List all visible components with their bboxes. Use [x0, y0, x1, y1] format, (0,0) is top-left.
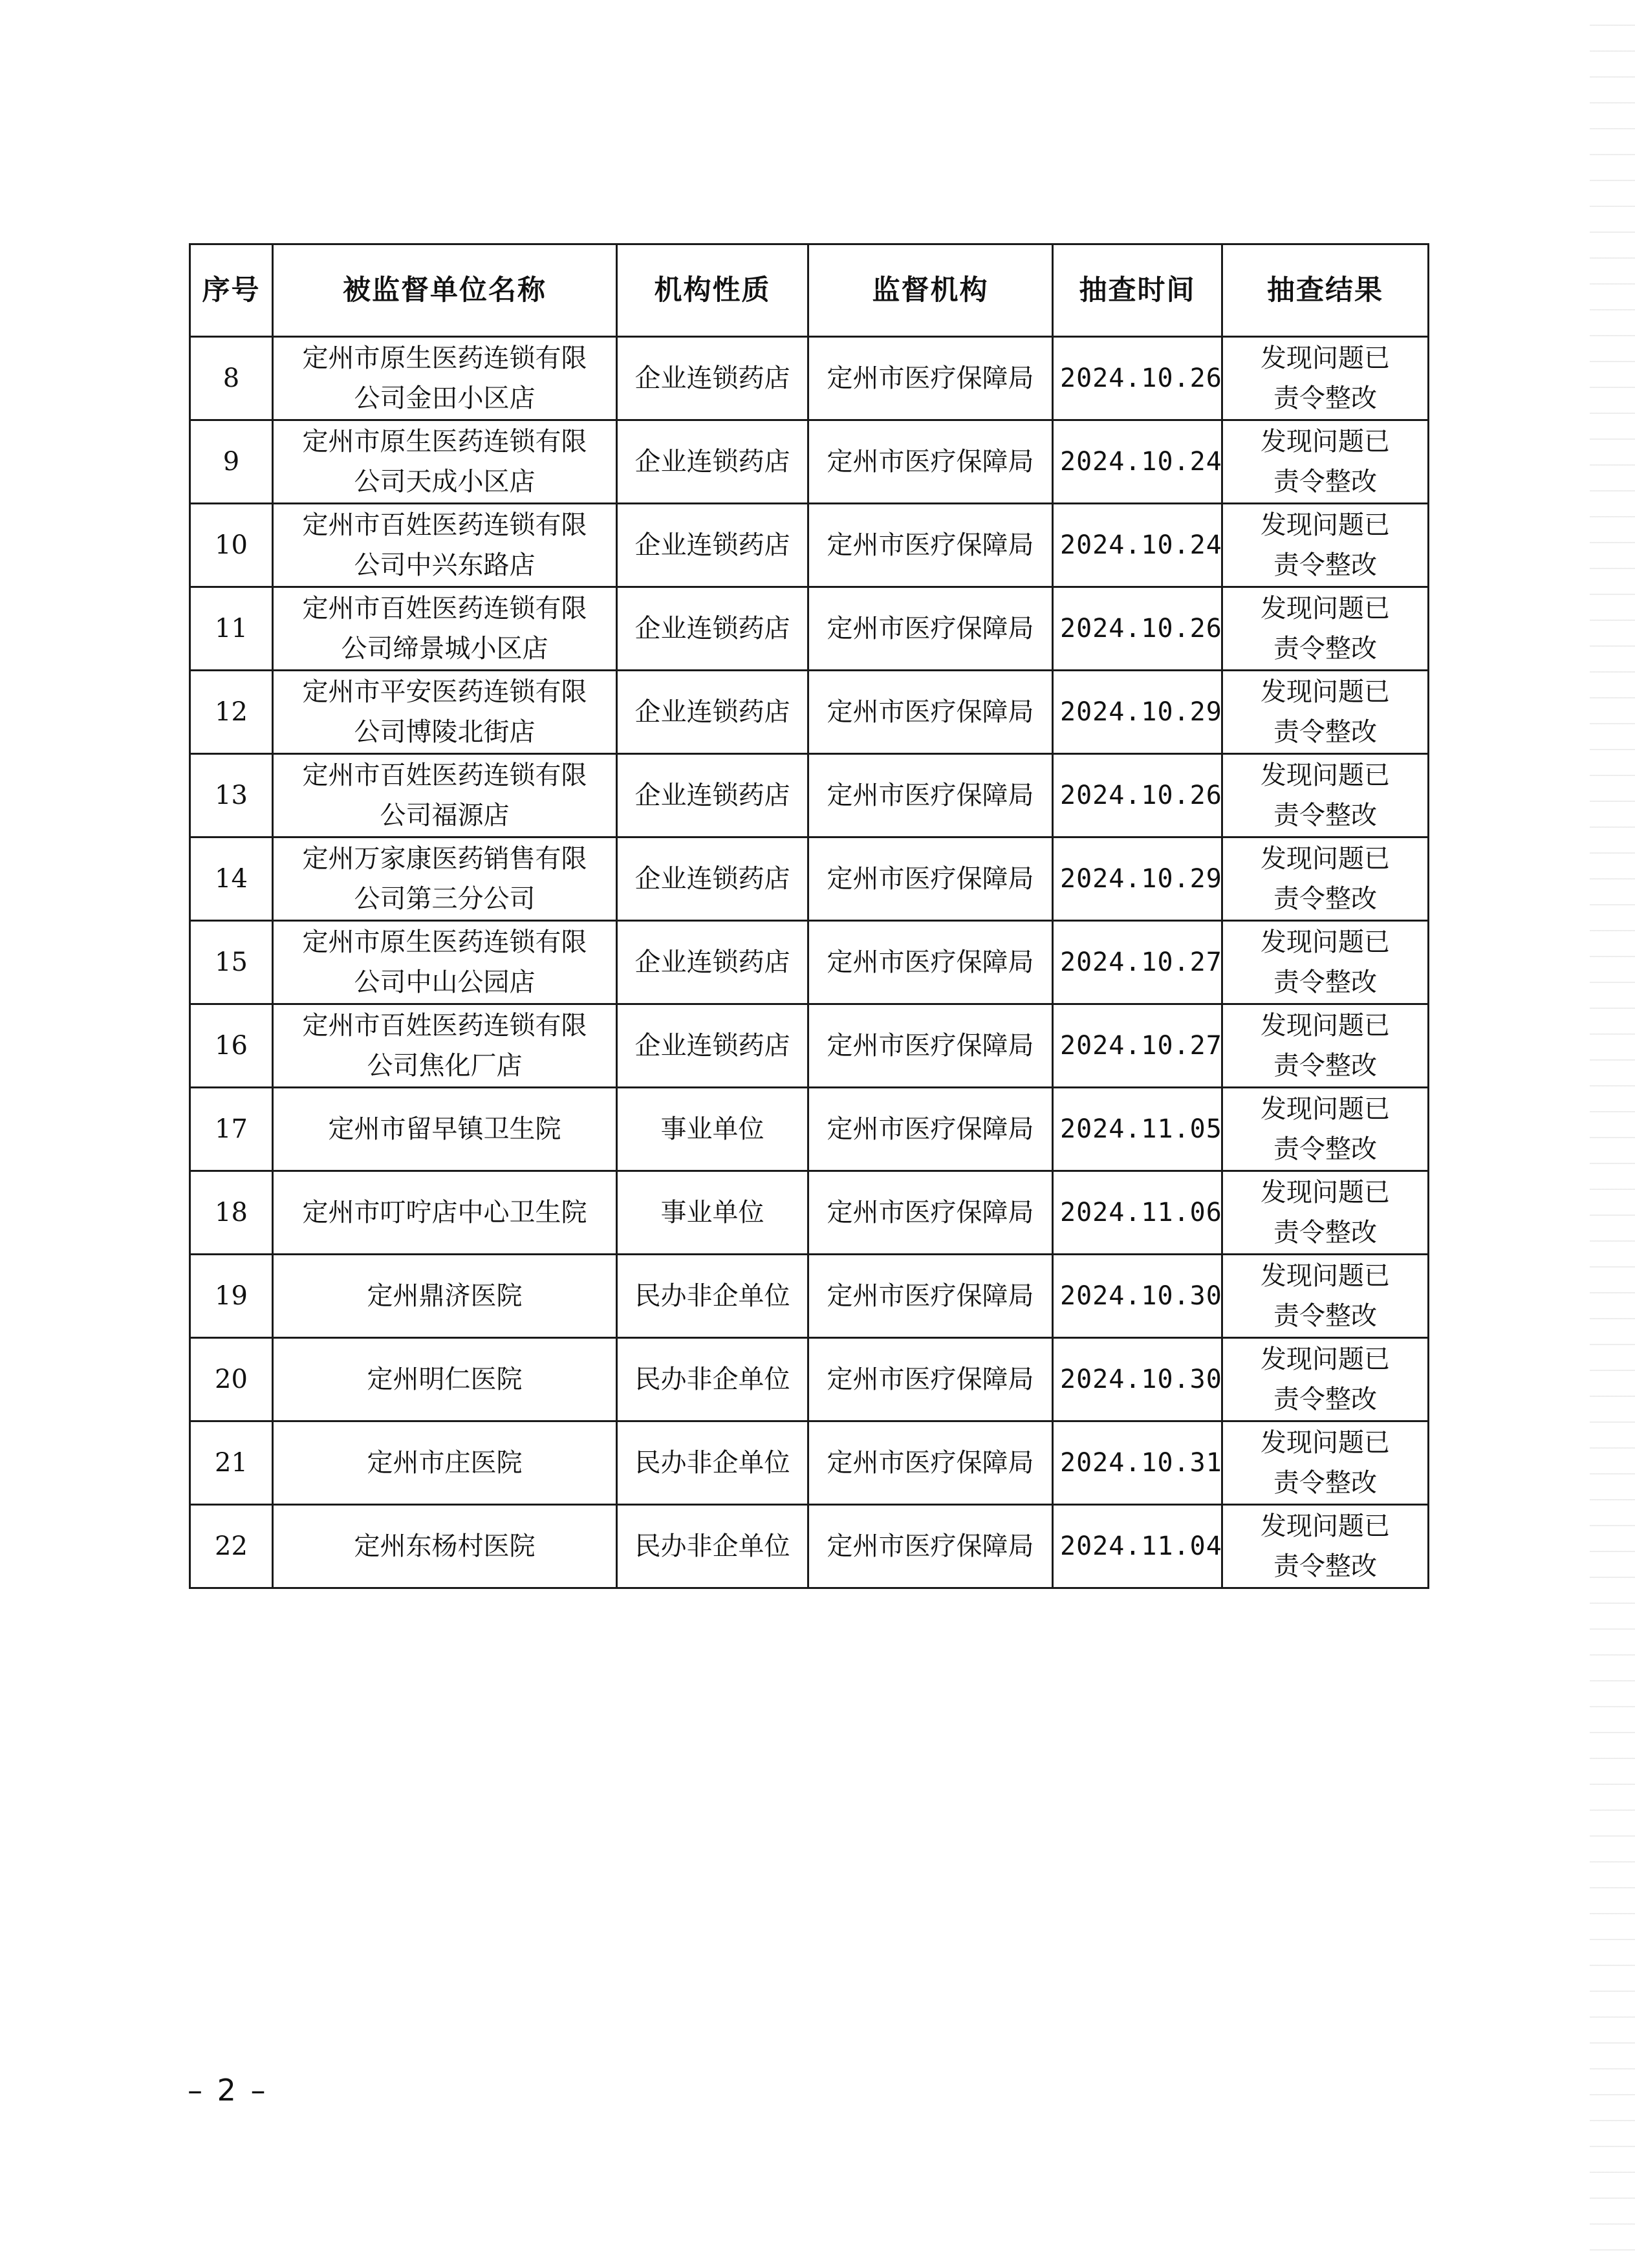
cell-unit-name: [273, 420, 617, 504]
cell-date: 2024.10.26: [1053, 587, 1222, 671]
cell-seq: 21: [190, 1421, 273, 1505]
table-body: [190, 337, 1429, 1588]
cell-result: [1222, 1505, 1429, 1588]
cell-result-line: 发现问题已: [1261, 1511, 1390, 1541]
cell-result-line: 发现问题已: [1261, 1261, 1390, 1291]
cell-result: [1222, 337, 1429, 420]
cell-result-line: 发现问题已: [1261, 1178, 1390, 1207]
cell-unit-name-line: 定州市原生医药连锁有限: [302, 927, 587, 957]
cell-agency: 定州市医疗保障局: [808, 1088, 1053, 1171]
cell-unit-name: [273, 1505, 617, 1588]
cell-nature: 事业单位: [617, 1088, 808, 1171]
cell-result-line: 责令整改: [1273, 1468, 1377, 1498]
cell-nature: 民办非企单位: [617, 1255, 808, 1338]
cell-unit-name: [273, 1421, 617, 1505]
cell-unit-name-line: 公司缔景城小区店: [341, 634, 548, 664]
cell-unit-name: [273, 671, 617, 754]
cell-result-line: 发现问题已: [1261, 677, 1390, 707]
cell-date: 2024.10.27: [1053, 1004, 1222, 1088]
cell-unit-name-line: 公司中兴东路店: [354, 550, 536, 580]
cell-result-line: 发现问题已: [1261, 510, 1390, 540]
cell-result-line: 责令整改: [1273, 1134, 1377, 1164]
cell-date: 2024.10.29: [1053, 837, 1222, 921]
cell-unit-name-line: 定州市原生医药连锁有限: [302, 343, 587, 373]
cell-seq: 17: [190, 1088, 273, 1171]
cell-result-line: 责令整改: [1273, 383, 1377, 413]
cell-result-line: 责令整改: [1273, 1051, 1377, 1081]
cell-result-line: 责令整改: [1273, 967, 1377, 997]
table-row: [190, 837, 1429, 921]
table-row: [190, 1171, 1429, 1255]
cell-result-line: 发现问题已: [1261, 1011, 1390, 1041]
table-row: [190, 587, 1429, 671]
cell-seq: 19: [190, 1255, 273, 1338]
cell-unit-name: [273, 921, 617, 1004]
cell-unit-name-line: 公司金田小区店: [354, 383, 536, 413]
cell-result-line: 发现问题已: [1261, 427, 1390, 457]
table-row: [190, 1421, 1429, 1505]
cell-unit-name-line: 定州万家康医药销售有限: [302, 844, 587, 874]
cell-unit-name-line: 定州市百姓医药连锁有限: [302, 594, 587, 623]
cell-agency: 定州市医疗保障局: [808, 1171, 1053, 1255]
cell-seq: 12: [190, 671, 273, 754]
cell-result-line: 发现问题已: [1261, 1094, 1390, 1124]
cell-date: 2024.10.24: [1053, 504, 1222, 587]
cell-result-line: 发现问题已: [1261, 1345, 1390, 1374]
cell-result-line: 责令整改: [1273, 1301, 1377, 1331]
cell-unit-name-line: 定州市留早镇卫生院: [328, 1114, 561, 1144]
cell-unit-name: [273, 837, 617, 921]
cell-result: [1222, 1421, 1429, 1505]
cell-result-line: 责令整改: [1273, 467, 1377, 497]
cell-unit-name: [273, 337, 617, 420]
cell-result-line: 发现问题已: [1261, 844, 1390, 874]
cell-nature: 民办非企单位: [617, 1421, 808, 1505]
cell-unit-name-line: 定州市百姓医药连锁有限: [302, 510, 587, 540]
cell-unit-name: [273, 1338, 617, 1421]
table-row: [190, 1255, 1429, 1338]
cell-agency: 定州市医疗保障局: [808, 420, 1053, 504]
cell-nature: 企业连锁药店: [617, 921, 808, 1004]
table-row: [190, 420, 1429, 504]
cell-unit-name: [273, 587, 617, 671]
cell-unit-name-line: 定州市庄医院: [367, 1448, 523, 1478]
cell-agency: 定州市医疗保障局: [808, 1338, 1053, 1421]
cell-nature: 企业连锁药店: [617, 587, 808, 671]
cell-date: 2024.10.27: [1053, 921, 1222, 1004]
cell-nature: 企业连锁药店: [617, 837, 808, 921]
cell-agency: 定州市医疗保障局: [808, 1004, 1053, 1088]
cell-result-line: 发现问题已: [1261, 761, 1390, 790]
cell-result-line: 责令整改: [1273, 634, 1377, 664]
table-row: [190, 337, 1429, 420]
cell-unit-name-line: 定州市叮咛店中心卫生院: [302, 1198, 587, 1227]
cell-unit-name-line: 公司第三分公司: [354, 884, 536, 914]
cell-result-line: 责令整改: [1273, 717, 1377, 747]
cell-seq: 9: [190, 420, 273, 504]
cell-unit-name-line: 定州市原生医药连锁有限: [302, 427, 587, 457]
cell-result-line: 责令整改: [1273, 550, 1377, 580]
cell-unit-name-line: 定州鼎济医院: [367, 1281, 523, 1311]
cell-result-line: 责令整改: [1273, 801, 1377, 830]
cell-date: 2024.10.26: [1053, 337, 1222, 420]
cell-result: [1222, 420, 1429, 504]
cell-nature: 企业连锁药店: [617, 671, 808, 754]
inspection-table: [189, 243, 1429, 1589]
cell-unit-name: [273, 1088, 617, 1171]
cell-unit-name-line: 定州东杨村医院: [354, 1531, 536, 1561]
cell-result: [1222, 754, 1429, 837]
cell-date: 2024.10.26: [1053, 754, 1222, 837]
cell-result: [1222, 1338, 1429, 1421]
cell-unit-name: [273, 754, 617, 837]
cell-nature: 企业连锁药店: [617, 337, 808, 420]
cell-agency: 定州市医疗保障局: [808, 837, 1053, 921]
cell-date: 2024.10.24: [1053, 420, 1222, 504]
cell-date: 2024.10.30: [1053, 1255, 1222, 1338]
header-seq: 序号: [190, 244, 273, 337]
cell-seq: 18: [190, 1171, 273, 1255]
cell-unit-name: [273, 1004, 617, 1088]
cell-seq: 14: [190, 837, 273, 921]
table-row: [190, 921, 1429, 1004]
cell-result-line: 责令整改: [1273, 884, 1377, 914]
cell-nature: 民办非企单位: [617, 1505, 808, 1588]
table-row: [190, 504, 1429, 587]
cell-result: [1222, 921, 1429, 1004]
table-row: [190, 1088, 1429, 1171]
cell-unit-name: [273, 1255, 617, 1338]
cell-agency: 定州市医疗保障局: [808, 1255, 1053, 1338]
cell-date: 2024.10.29: [1053, 671, 1222, 754]
cell-result-line: 责令整改: [1273, 1218, 1377, 1247]
cell-result-line: 责令整改: [1273, 1551, 1377, 1581]
header-nature: 机构性质: [617, 244, 808, 337]
table-row: [190, 1004, 1429, 1088]
cell-agency: 定州市医疗保障局: [808, 1421, 1053, 1505]
cell-unit-name-line: 公司焦化厂店: [367, 1051, 523, 1081]
cell-unit-name-line: 定州市百姓医药连锁有限: [302, 1011, 587, 1041]
cell-result: [1222, 1088, 1429, 1171]
cell-agency: 定州市医疗保障局: [808, 337, 1053, 420]
cell-result-line: 发现问题已: [1261, 1428, 1390, 1458]
cell-unit-name-line: 公司中山公园店: [354, 967, 536, 997]
cell-seq: 8: [190, 337, 273, 420]
cell-seq: 16: [190, 1004, 273, 1088]
cell-date: 2024.10.31: [1053, 1421, 1222, 1505]
cell-seq: 11: [190, 587, 273, 671]
cell-result: [1222, 837, 1429, 921]
cell-result: [1222, 1255, 1429, 1338]
table-header-row: [190, 244, 1429, 337]
cell-seq: 10: [190, 504, 273, 587]
cell-seq: 22: [190, 1505, 273, 1588]
cell-agency: 定州市医疗保障局: [808, 671, 1053, 754]
table-row: [190, 1338, 1429, 1421]
cell-result: [1222, 671, 1429, 754]
cell-date: 2024.11.06: [1053, 1171, 1222, 1255]
cell-result-line: 发现问题已: [1261, 927, 1390, 957]
cell-unit-name-line: 公司天成小区店: [354, 467, 536, 497]
cell-unit-name-line: 定州市平安医药连锁有限: [302, 677, 587, 707]
cell-nature: 企业连锁药店: [617, 754, 808, 837]
cell-result-line: 发现问题已: [1261, 594, 1390, 623]
header-agency: 监督机构: [808, 244, 1053, 337]
cell-agency: 定州市医疗保障局: [808, 504, 1053, 587]
cell-unit-name-line: 定州市百姓医药连锁有限: [302, 761, 587, 790]
scan-edge-artifact: [1590, 0, 1635, 2268]
cell-seq: 15: [190, 921, 273, 1004]
cell-agency: 定州市医疗保障局: [808, 754, 1053, 837]
header-unit-name: 被监督单位名称: [273, 244, 617, 337]
cell-seq: 20: [190, 1338, 273, 1421]
header-result: 抽查结果: [1222, 244, 1429, 337]
cell-seq: 13: [190, 754, 273, 837]
cell-nature: 民办非企单位: [617, 1338, 808, 1421]
page-number: – 2 –: [188, 2073, 268, 2108]
cell-nature: 事业单位: [617, 1171, 808, 1255]
cell-unit-name-line: 公司福源店: [380, 801, 510, 830]
table-row: [190, 671, 1429, 754]
header-date: 抽查时间: [1053, 244, 1222, 337]
table-row: [190, 1505, 1429, 1588]
cell-nature: 企业连锁药店: [617, 504, 808, 587]
cell-result: [1222, 504, 1429, 587]
cell-date: 2024.11.05: [1053, 1088, 1222, 1171]
cell-result: [1222, 1004, 1429, 1088]
table-row: [190, 754, 1429, 837]
cell-result-line: 发现问题已: [1261, 343, 1390, 373]
cell-result-line: 责令整改: [1273, 1385, 1377, 1414]
cell-nature: 企业连锁药店: [617, 1004, 808, 1088]
cell-date: 2024.11.04: [1053, 1505, 1222, 1588]
cell-unit-name-line: 公司博陵北街店: [354, 717, 536, 747]
cell-unit-name-line: 定州明仁医院: [367, 1365, 523, 1394]
cell-result: [1222, 1171, 1429, 1255]
inspection-table-container: [189, 243, 1427, 1589]
cell-unit-name: [273, 1171, 617, 1255]
cell-agency: 定州市医疗保障局: [808, 587, 1053, 671]
cell-agency: 定州市医疗保障局: [808, 1505, 1053, 1588]
cell-date: 2024.10.30: [1053, 1338, 1222, 1421]
cell-unit-name: [273, 504, 617, 587]
cell-nature: 企业连锁药店: [617, 420, 808, 504]
cell-result: [1222, 587, 1429, 671]
cell-agency: 定州市医疗保障局: [808, 921, 1053, 1004]
